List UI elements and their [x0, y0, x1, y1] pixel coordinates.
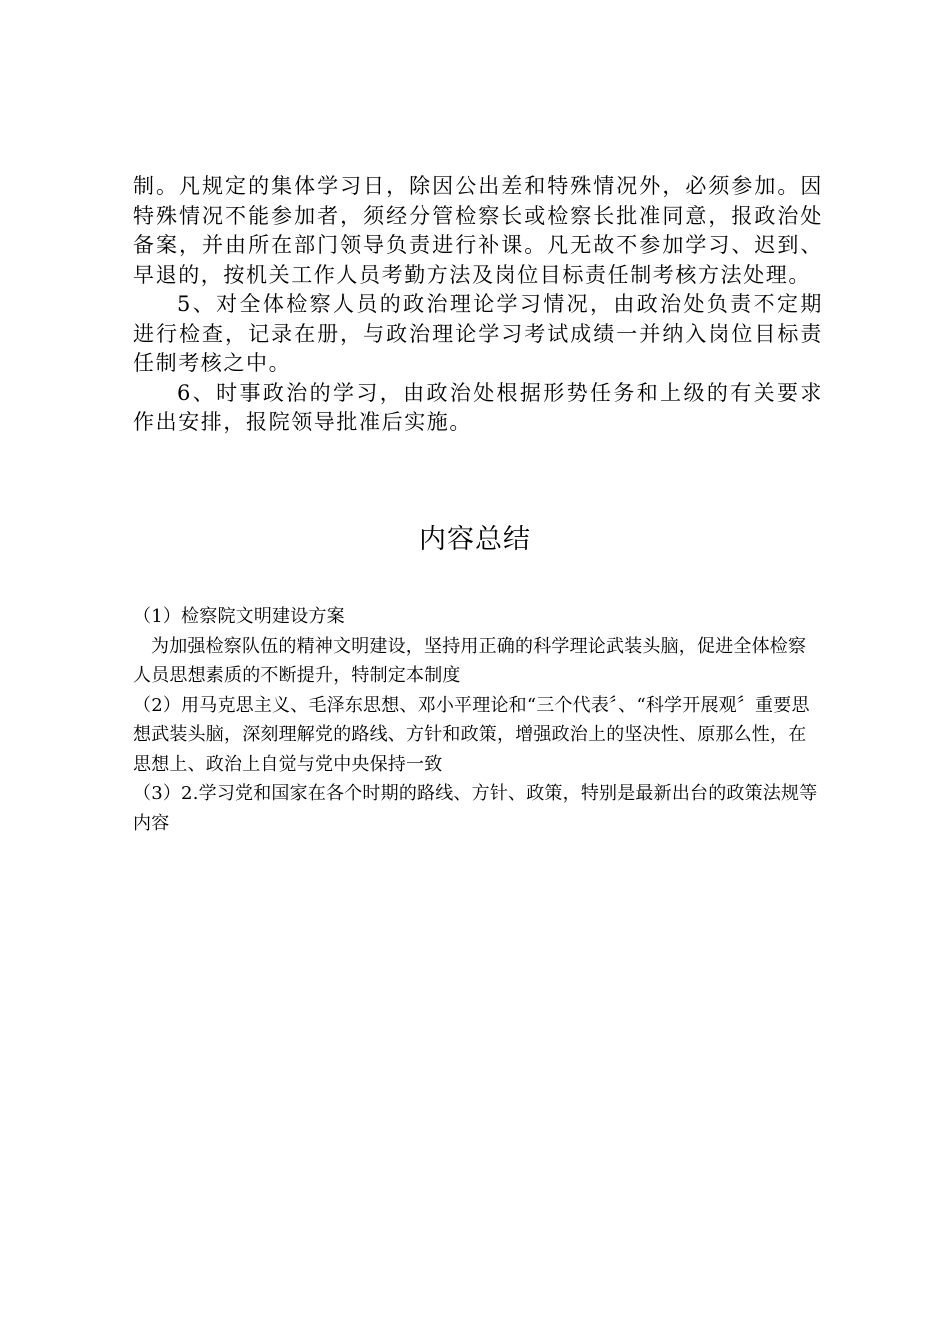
body-paragraph: 制。凡规定的集体学习日，除因公出差和特殊情况外，必须参加。因特殊情况不能参加者，须经分管检察长或检察长批准同意，报政治处备案，并由所在部门领导负责进行补课。凡无故不参加学习、迟到、早退的，按机关工作人员考勤方法及岗位目标责任制考核方法处理。: [133, 174, 823, 287]
body-paragraph: 6、时事政治的学习，由政治处根据形势任务和上级的有关要求作出安排，报院领导批准后实施。: [133, 380, 823, 434]
summary-item: （3）2.学习党和国家在各个时期的路线、方针、政策，特别是最新出台的政策法规等内容: [133, 783, 818, 834]
summary-title: 内容总结: [419, 524, 531, 555]
summary-item: 为加强检察队伍的精神文明建设，坚持用正确的科学理论武装头脑，促进全体检察人员思想素质的不断提升，特制定本制度: [133, 635, 807, 686]
body-paragraph: 5、对全体检察人员的政治理论学习情况，由政治处负责不定期进行检查，记录在册，与政治理论学习考试成绩一并纳入岗位目标责任制考核之中。: [133, 292, 823, 375]
body-text: [133, 172, 823, 438]
summary-item: （1）检察院文明建设方案: [133, 606, 345, 627]
summary-section: [133, 602, 823, 838]
summary-item: （2）用马克思主义、毛泽东思想、邓小平理论和“三个代表〞、“科学开展观〞重要思想武装头脑，深刻理解党的路线、方针和政策，增强政治上的坚决性、原那么性，在思想上、政治上自觉与党中央保持一致: [133, 694, 810, 775]
